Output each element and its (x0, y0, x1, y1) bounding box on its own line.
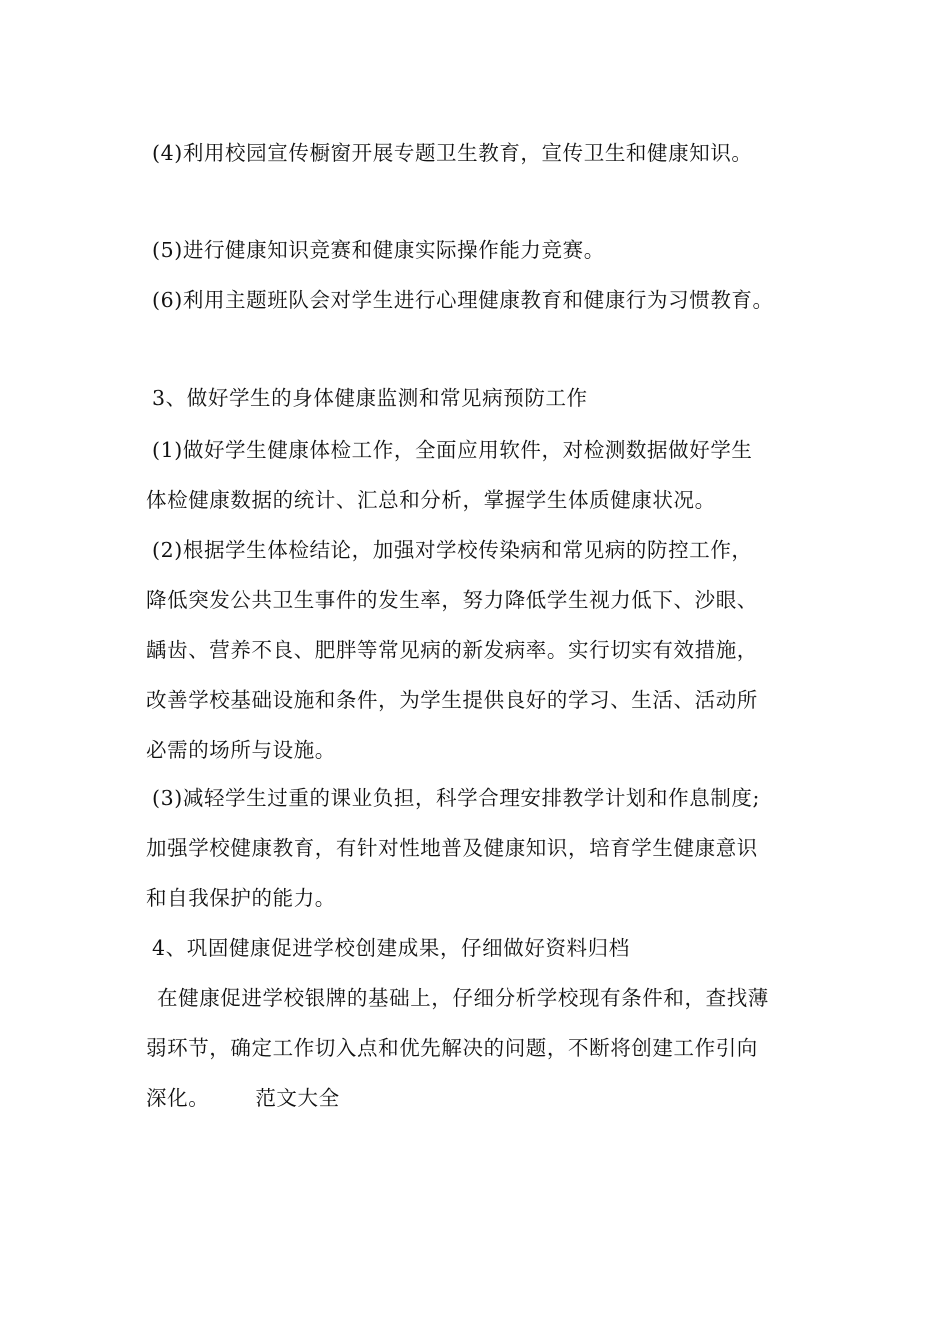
paragraph-line: (5)进行健康知识竞赛和健康实际操作能力竞赛。 (152, 238, 605, 262)
paragraph-line: (1)做好学生健康体检工作，全面应用软件，对检测数据做好学生 (152, 438, 753, 462)
paragraph-line: 龋齿、营养不良、肥胖等常见病的新发病率。实行切实有效措施， (146, 638, 758, 662)
section-heading: 3、做好学生的身体健康监测和常见病预防工作 (152, 386, 588, 410)
paragraph-end-text: 深化。 (146, 1086, 210, 1110)
paragraph-line: 降低突发公共卫生事件的发生率，努力降低学生视力低下、沙眼、 (146, 588, 758, 612)
paragraph-line: (3)减轻学生过重的课业负担，科学合理安排教学计划和作息制度; (152, 786, 761, 810)
paragraph-line: 改善学校基础设施和条件，为学生提供良好的学习、生活、活动所 (146, 688, 758, 712)
paragraph-line: 必需的场所与设施。 (146, 738, 336, 762)
paragraph-line: (6)利用主题班队会对学生进行心理健康教育和健康行为习惯教育。 (152, 288, 774, 312)
paragraph-line: 弱环节，确定工作切入点和优先解决的问题，不断将创建工作引向 (146, 1036, 758, 1060)
paragraph-line: 体检健康数据的统计、汇总和分析，掌握学生体质健康状况。 (146, 488, 716, 512)
section-heading: 4、巩固健康促进学校创建成果，仔细做好资料归档 (152, 936, 630, 960)
paragraph-line: 加强学校健康教育，有针对性地普及健康知识，培育学生健康意识 (146, 836, 758, 860)
paragraph-line: 在健康促进学校银牌的基础上，仔细分析学校现有条件和，查找薄 (157, 986, 769, 1010)
paragraph-line: (4)利用校园宣传橱窗开展专题卫生教育，宣传卫生和健康知识。 (152, 141, 753, 165)
footer-tag: 范文大全 (255, 1086, 340, 1110)
paragraph-line-last (146, 1084, 340, 1112)
paragraph-line: (2)根据学生体检结论，加强对学校传染病和常见病的防控工作， (152, 538, 753, 562)
paragraph-line: 和自我保护的能力。 (146, 886, 336, 910)
